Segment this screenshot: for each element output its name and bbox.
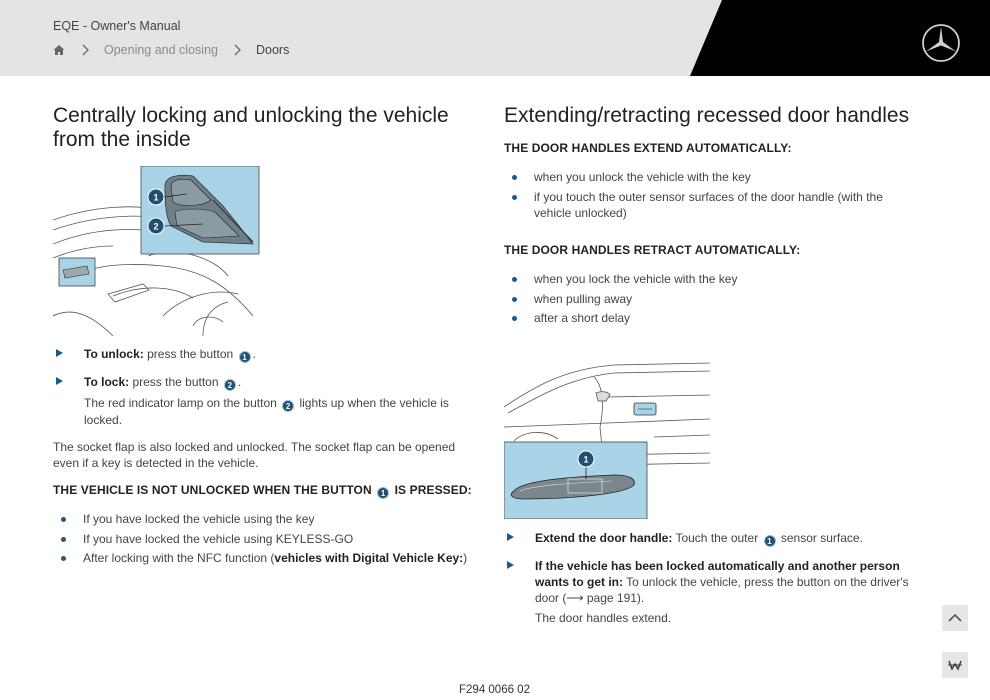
- page-header: [0, 0, 990, 76]
- figure-callout-1: 1: [583, 454, 589, 465]
- breadcrumb-current-doors: Doors: [255, 43, 290, 57]
- nfc-bold: vehicles with Digital Vehicle Key:: [274, 551, 464, 565]
- button-2-icon: 2: [282, 400, 294, 412]
- warning-heading-before: THE VEHICLE IS NOT UNLOCKED WHEN THE BUTTON: [53, 483, 376, 497]
- extend-heading: THE DOOR HANDLES EXTEND AUTOMATICALLY:: [504, 141, 792, 155]
- not-unlocked-list: [53, 511, 473, 570]
- step-unlock: [53, 346, 463, 363]
- step-extend-end: sensor surface.: [777, 531, 863, 545]
- door-handle-illustration: [504, 357, 714, 519]
- step-result: The door handles extend.: [535, 611, 672, 625]
- scroll-to-top-button[interactable]: [942, 605, 968, 631]
- button-1-icon: 1: [239, 351, 251, 363]
- home-icon[interactable]: [52, 43, 66, 57]
- lock-note-before: The red indicator lamp on the button: [84, 396, 281, 410]
- step-arrow-icon: [56, 377, 63, 385]
- figure-callout-1: 1: [153, 192, 159, 203]
- list-item: if you touch the outer sensor surfaces of the door handle (with the vehicle unlocked): [504, 189, 904, 221]
- warning-heading: [53, 483, 473, 499]
- right-column: [504, 104, 924, 625]
- step-locked-text: To unlock the vehicle, press the button on the driver's door (⟶ page 191).: [535, 575, 909, 605]
- extend-list: [504, 169, 904, 224]
- figure-code: F294 0066 02: [459, 684, 530, 696]
- lock-indicator-note: [84, 395, 463, 428]
- step-extend-text: Touch the outer: [672, 531, 762, 545]
- button-1-icon: 1: [377, 487, 389, 499]
- retract-heading: THE DOOR HANDLES RETRACT AUTOMATICALLY:: [504, 243, 801, 257]
- socket-flap-note: The socket flap is also locked and unlocked. The socket flap can be opened even if a key is detected in the vehicle.: [53, 440, 456, 470]
- mercedes-star-logo: [921, 23, 961, 63]
- list-item: when you lock the vehicle with the key: [504, 271, 904, 287]
- step-lock: [53, 374, 463, 428]
- sensor-1-icon: 1: [764, 535, 776, 547]
- step-locked-label: If the vehicle has been locked automatically and another person wants to get in:: [535, 559, 900, 589]
- lock-note-after: lights up when the vehicle is locked.: [84, 396, 449, 427]
- list-item: after a short delay: [504, 310, 904, 326]
- step-unlock-end: .: [252, 347, 256, 361]
- step-lock-end: .: [237, 375, 242, 389]
- list-item: If you have locked the vehicle using the key: [53, 511, 473, 527]
- nfc-before: After locking with the NFC function (: [83, 551, 275, 565]
- left-column: [53, 104, 472, 565]
- retract-list: [504, 271, 904, 330]
- step-arrow-icon: [507, 533, 514, 541]
- interior-door-panel-illustration: [53, 166, 263, 336]
- step-extend-handle: [504, 530, 914, 547]
- chevron-up-icon: [947, 610, 963, 626]
- breadcrumb: [52, 42, 289, 58]
- list-item-nfc: [53, 550, 473, 566]
- figure-callout-2: 2: [153, 221, 159, 232]
- step-unlock-label: To unlock:: [84, 347, 144, 361]
- section-title-central-locking: Centrally locking and unlocking the vehicle from the inside: [53, 104, 449, 151]
- step-lock-label: To lock:: [84, 375, 130, 389]
- list-item: If you have locked the vehicle using KEYLESS-GO: [53, 531, 473, 547]
- breadcrumb-link-opening-closing[interactable]: Opening and closing: [104, 43, 218, 57]
- warning-heading-after: IS PRESSED:: [391, 483, 472, 497]
- chevron-right-icon: [80, 43, 90, 57]
- chevron-right-icon: [232, 43, 242, 57]
- step-arrow-icon: [507, 561, 514, 569]
- list-item: when you unlock the vehicle with the key: [504, 169, 904, 185]
- button-2-icon: 2: [224, 379, 236, 391]
- step-arrow-icon: [56, 349, 63, 357]
- list-item: when pulling away: [504, 291, 904, 307]
- step-lock-text: press the button: [129, 375, 222, 389]
- app-title: EQE - Owner's Manual: [53, 19, 181, 33]
- section-title-door-handles: Extending/retracting recessed door handles: [504, 104, 910, 127]
- step-extend-label: Extend the door handle:: [535, 531, 673, 545]
- mercedes-emblem-icon: [947, 657, 963, 673]
- nfc-after: ): [463, 551, 468, 565]
- step-locked-automatically: [504, 558, 914, 626]
- emblem-button[interactable]: [942, 652, 968, 678]
- step-unlock-text: press the button: [143, 347, 237, 361]
